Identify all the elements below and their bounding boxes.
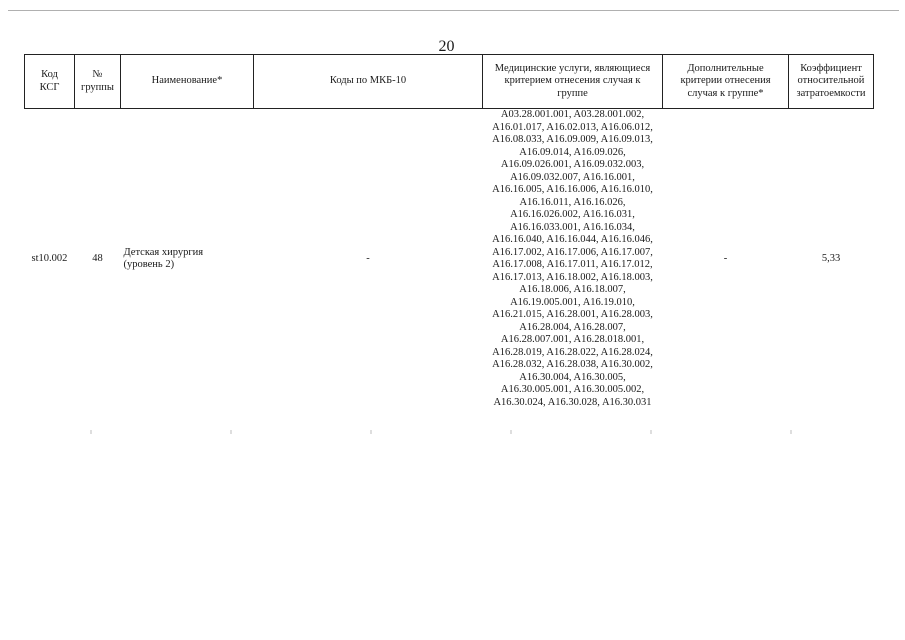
table-header-row (25, 55, 874, 109)
cell-coefficient: 5,33 (821, 252, 841, 264)
service-line: A16.28.007.001, A16.28.018.001, (500, 334, 645, 345)
ksg-table (24, 54, 874, 409)
service-line: A16.16.026.002, A16.16.031, (510, 209, 635, 220)
service-line: A16.16.033.001, A16.16.034, (510, 221, 635, 233)
service-line: A16.16.005, A16.16.006, A16.16.010, (492, 184, 653, 195)
header-code-line: КСГ (39, 81, 60, 93)
page-edge-line (8, 10, 899, 11)
service-line: A16.30.004, A16.30.005, (519, 371, 626, 383)
service-line: A16.17.008, A16.17.011, A16.17.012, (492, 259, 653, 270)
header-extra-line: критерии отнесения (680, 75, 771, 87)
service-line: A16.28.004, A16.28.007, (519, 321, 626, 333)
service-line: A16.08.033, A16.09.009, A16.09.013, (492, 134, 653, 145)
header-coefficient (789, 55, 874, 109)
header-group-no (75, 55, 121, 109)
service-line: A16.30.005.001, A16.30.005.002, (500, 384, 645, 395)
header-code-line: Код (41, 69, 58, 80)
cell-icd-codes: - (366, 252, 370, 264)
service-line: A16.16.011, A16.16.026, (519, 196, 626, 208)
header-services (483, 55, 663, 109)
service-line: A16.28.032, A16.28.038, A16.30.002, (492, 359, 653, 370)
header-coef-line: затратоемкости (796, 87, 866, 99)
cell-extra-criteria: - (723, 252, 728, 264)
service-line: A16.17.013, A16.18.002, A16.18.003, (492, 271, 653, 283)
header-extra-line: случая к группе* (687, 87, 764, 99)
header-coef-line: Коэффициент (800, 62, 862, 74)
service-line: A16.16.040, A16.16.044, A16.16.046, (492, 234, 653, 245)
header-name: Наименование* (121, 55, 254, 109)
header-group-no-line: группы (81, 81, 114, 93)
service-line: A16.01.017, A16.02.013, A16.06.012, (492, 121, 653, 133)
header-code (25, 55, 75, 109)
table-row (25, 109, 874, 410)
service-line: A16.17.002, A16.17.006, A16.17.007, (492, 246, 653, 258)
service-line: A03.28.001.001, A03.28.001.002, (500, 109, 645, 120)
header-icd-codes: Коды по МКБ-10 (254, 55, 483, 109)
header-services-line: группе (557, 87, 588, 99)
service-line: A16.30.024, A16.30.028, A16.30.031 (493, 396, 652, 408)
cell-name-line: Детская хирургия (123, 246, 204, 258)
scan-specks (30, 430, 870, 434)
header-group-no-line: № (92, 69, 103, 80)
header-coef-line: относительной (797, 75, 865, 87)
services-list (485, 109, 661, 409)
header-extra-criteria (663, 55, 789, 109)
cell-name (121, 109, 254, 410)
service-line: A16.19.005.001, A16.19.010, (510, 296, 635, 308)
service-line: A16.09.032.007, A16.16.001, (510, 171, 635, 183)
header-extra-line: Дополнительные (687, 62, 764, 74)
cell-group-no: 48 (92, 252, 103, 264)
cell-name-line: (уровень 2) (123, 259, 175, 270)
cell-code: st10.002 (31, 252, 68, 264)
service-line: A16.09.014, A16.09.026, (519, 146, 626, 158)
cell-services (483, 109, 663, 410)
service-line: A16.09.026.001, A16.09.032.003, (500, 159, 645, 170)
header-services-line: Медицинские услуги, являющиеся (494, 62, 651, 74)
page-number: 20 (438, 38, 455, 55)
service-line: A16.18.006, A16.18.007, (519, 284, 626, 295)
service-line: A16.28.019, A16.28.022, A16.28.024, (492, 346, 653, 358)
service-line: A16.21.015, A16.28.001, A16.28.003, (492, 309, 653, 320)
header-services-line: критерием отнесения случая к (504, 75, 641, 87)
